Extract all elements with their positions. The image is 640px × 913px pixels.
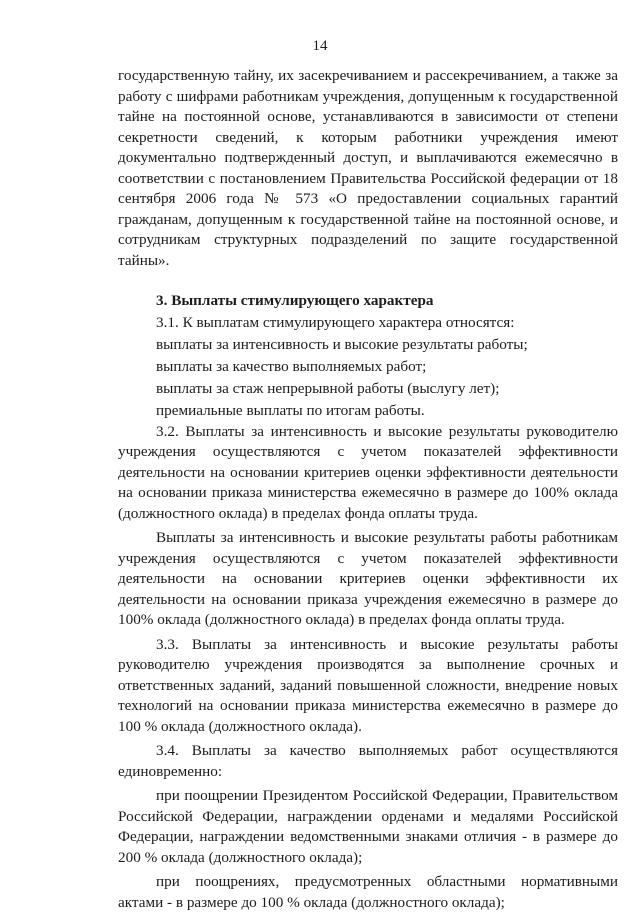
list-item: премиальные выплаты по итогам работы. xyxy=(156,401,425,419)
paragraph-3-4-federal-awards: при поощрении Президентом Российской Федерации, Правительством Российской Федерации, награждении орденами и медалями Российской Федерации, награждении ведомственными знаками отличия - в размере до 200 % оклада (должностного оклада); xyxy=(118,787,618,866)
paragraph-3-4-regional-awards: при поощрениях, предусмотренных областными нормативными актами - в размере до 100 % оклада (должностного оклада); xyxy=(118,873,618,911)
paragraph-3-4: 3.4. Выплаты за качество выполняемых работ осуществляются единовременно: xyxy=(118,742,618,780)
list-item: выплаты за интенсивность и высокие результаты работы; xyxy=(156,335,528,353)
page-number: 14 xyxy=(312,38,328,54)
list-item: выплаты за стаж непрерывной работы (выслугу лет); xyxy=(156,379,500,397)
paragraph-3-2: 3.2. Выплаты за интенсивность и высокие результаты руководителю учреждения осуществляются с учетом показателей эффективности деятельности на основании критериев оценки эффективности деятельности на основании приказа министерства ежемесячно в размере до 100% оклада (должностного оклада) в пределах фонда оплаты труда. xyxy=(118,422,618,522)
intro-paragraph: государственную тайну, их засекречиванием и рассекречиванием, а также за работу с шифрами работникам учреждения, допущенным к государственной тайне на постоянной основе, устанавливаются в зависимости от степени секретности сведений, к которым работники учреждения имеют документально подтвержденный доступ, и выплачиваются ежемесячно в соответствии с постановлением Правительства Российской федерации от 18 сентября 2006 года № 573 «О предоставлении социальных гарантий гражданам, допущенным к государственной тайне на постоянной основе, и сотрудникам структурных подразделений по защите государственной тайны». xyxy=(118,67,618,269)
paragraph-3-1: 3.1. К выплатам стимулирующего характера относятся: xyxy=(156,313,515,331)
list-item: выплаты за качество выполняемых работ; xyxy=(156,357,427,375)
page-body xyxy=(118,66,618,913)
section-heading: 3. Выплаты стимулирующего характера xyxy=(156,292,434,309)
paragraph-3-3: 3.3. Выплаты за интенсивность и высокие результаты работы руководителю учреждения производятся за выполнение срочных и ответственных заданий, заданий повышенной сложности, внедрение новых технологий на основании приказа министерства ежемесячно в размере до 100 % оклада (должностного оклада). xyxy=(118,635,618,735)
paragraph-3-2-employees: Выплаты за интенсивность и высокие результаты работы работникам учреждения осуществляются с учетом показателей эффективности деятельности на основании критериев оценки эффективности их деятельности на основании приказа учреждения ежемесячно в размере до 100% оклада (должностного оклада) в пределах фонда оплаты труда. xyxy=(118,529,618,628)
